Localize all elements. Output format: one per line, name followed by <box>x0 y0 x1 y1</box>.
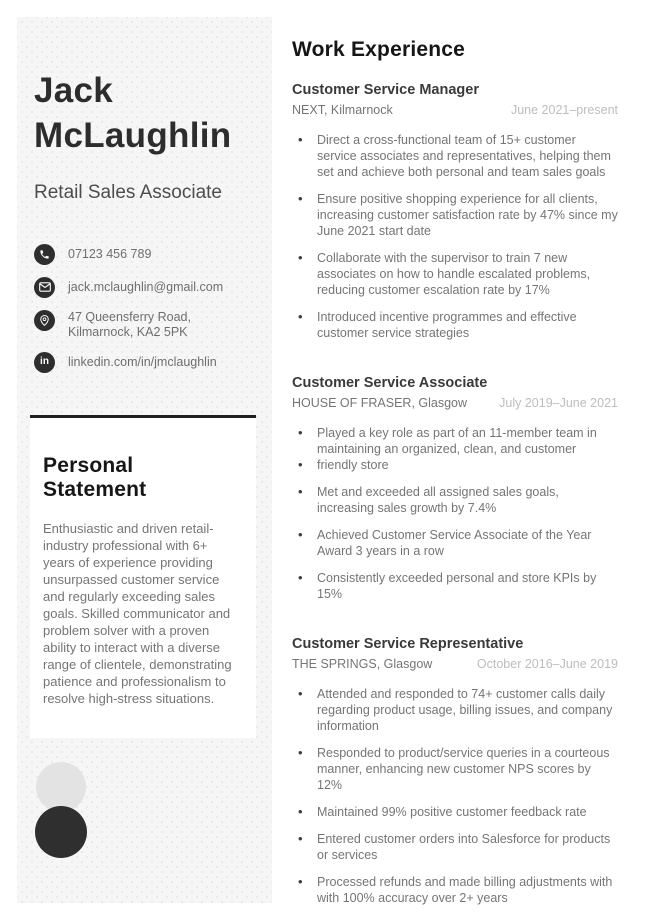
job-company: HOUSE OF FRASER, Glasgow <box>292 396 468 410</box>
contact-list <box>34 244 256 373</box>
job-title: Customer Service Representative <box>292 636 524 652</box>
email-icon <box>34 277 55 298</box>
bullet-item: • Collaborate with the supervisor to train 7 new associates on how to handle escalated problems, reducing customer escalation rate by 17% <box>292 250 618 298</box>
jobs-list <box>292 82 618 906</box>
bullet-item: • friendly store <box>292 457 618 473</box>
job-meta <box>292 396 618 410</box>
bullet-item: • Maintained 99% positive customer feedback rate <box>292 804 618 820</box>
decorative-circle-dark <box>35 806 87 858</box>
job-company: NEXT, Kilmarnock <box>292 103 393 117</box>
bullet-item: • Responded to product/service queries in a courteous manner, enhancing new customer NPS scores by 12% <box>292 745 618 793</box>
job-dates: October 2016–June 2019 <box>476 657 618 671</box>
person-first-name: Jack <box>34 71 114 111</box>
email-address: jack.mclaughlin@gmail.com <box>68 279 224 294</box>
personal-statement-card <box>30 415 256 738</box>
linkedin-url: linkedin.com/in/jmclaughlin <box>68 354 217 369</box>
bullet-item: • Introduced incentive programmes and effective customer service strategies <box>292 309 618 341</box>
person-name <box>34 68 256 158</box>
bullet-item: • Consistently exceeded personal and store KPIs by 15% <box>292 570 618 602</box>
contact-email <box>34 277 256 298</box>
job-entry <box>292 82 618 341</box>
linkedin-icon: in <box>34 352 55 373</box>
bullet-item: • Played a key role as part of an 11-member team in maintaining an organized, clean, and customer <box>292 425 618 457</box>
job-bullets <box>292 425 618 602</box>
location-icon <box>34 310 55 331</box>
job-title: Customer Service Manager <box>292 82 479 98</box>
bullet-item: • Ensure positive shopping experience for all clients, increasing customer satisfaction rate by 47% since my June 2021 start date <box>292 191 618 239</box>
job-title: Customer Service Associate <box>292 375 488 391</box>
bullet-item: • Attended and responded to 74+ customer calls daily regarding product usage, billing issues, and company information <box>292 686 618 734</box>
person-last-name: McLaughlin <box>34 116 232 156</box>
bullet-item: • Direct a cross-functional team of 15+ customer service associates and representatives, helping them set and achieve both personal and team sales goals <box>292 132 618 180</box>
bullet-item: • Entered customer orders into Salesforce for products or services <box>292 831 618 863</box>
contact-address <box>34 310 256 340</box>
bullet-item: • Processed refunds and made billing adjustments with with 100% accuracy over 2+ years <box>292 874 618 906</box>
person-role: Retail Sales Associate <box>34 181 222 203</box>
work-experience-column <box>292 38 618 906</box>
phone-number: 07123 456 789 <box>68 246 152 261</box>
personal-statement-heading: Personal Statement <box>43 454 147 502</box>
job-meta <box>292 657 618 671</box>
bullet-item: • Achieved Customer Service Associate of the Year Award 3 years in a row <box>292 527 618 559</box>
contact-phone <box>34 244 256 265</box>
job-dates: July 2019–June 2021 <box>499 396 618 410</box>
job-bullets <box>292 132 618 341</box>
bullet-item: • Met and exceeded all assigned sales goals, increasing sales growth by 7.4% <box>292 484 618 516</box>
job-company: THE SPRINGS, Glasgow <box>292 657 433 671</box>
work-experience-heading: Work Experience <box>292 38 466 61</box>
job-bullets <box>292 686 618 906</box>
job-meta <box>292 103 618 117</box>
street-address: 47 Queensferry Road, Kilmarnock, KA2 5PK <box>68 309 191 339</box>
sidebar-panel <box>17 17 272 903</box>
contact-linkedin <box>34 352 256 373</box>
job-entry <box>292 636 618 906</box>
phone-icon <box>34 244 55 265</box>
job-entry <box>292 375 618 602</box>
personal-statement-body: Enthusiastic and driven retail-industry professional with 6+ years of experience providing unsurpassed customer service and regularly exceeding sales goals. Skilled communicator and problem solver with a proven ability to interact with a diverse range of clientele, demonstrating patience and professionalism to resolve high-stress situations. <box>43 520 232 706</box>
job-dates: June 2021–present <box>510 103 618 117</box>
decorative-circle-light <box>36 762 86 812</box>
